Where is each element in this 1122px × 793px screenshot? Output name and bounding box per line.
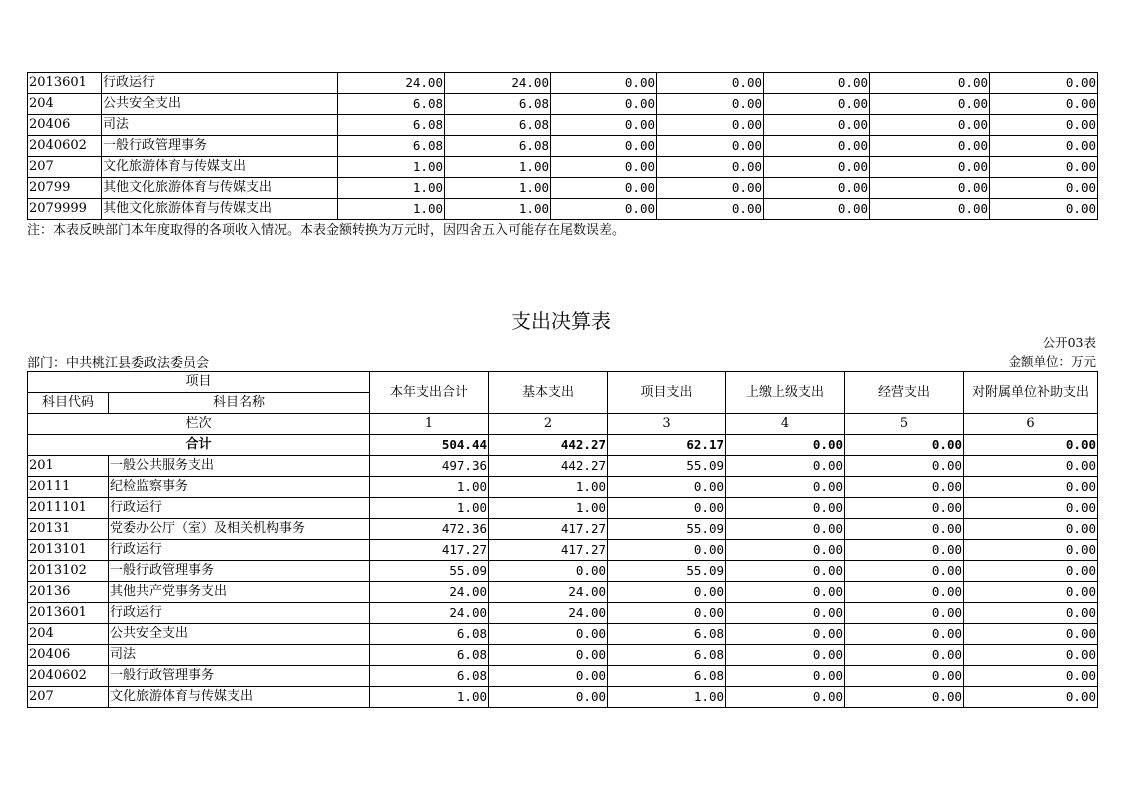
subject-code: 20111 <box>28 477 109 498</box>
amount-cell: 0.00 <box>764 94 870 115</box>
total-value: 504.44 <box>370 435 489 456</box>
amount-cell: 0.00 <box>726 603 845 624</box>
amount-cell: 0.00 <box>990 73 1098 94</box>
amount-cell: 24.00 <box>370 582 489 603</box>
amount-cell: 0.00 <box>657 178 764 199</box>
amount-cell: 6.08 <box>338 136 445 157</box>
subject-name: 行政运行 <box>109 540 370 561</box>
col-num-6: 6 <box>964 414 1098 435</box>
subject-name: 一般行政管理事务 <box>109 666 370 687</box>
amount-cell: 0.00 <box>870 178 990 199</box>
total-label: 合计 <box>28 435 370 456</box>
table-row <box>28 477 1098 498</box>
table-row <box>28 582 1098 603</box>
table-row <box>28 666 1098 687</box>
amount-cell: 55.09 <box>608 456 726 477</box>
col-num-3: 3 <box>608 414 726 435</box>
subject-code: 204 <box>28 94 102 115</box>
amount-cell: 0.00 <box>764 157 870 178</box>
subject-name: 其他文化旅游体育与传媒支出 <box>102 199 338 220</box>
table-row <box>28 456 1098 477</box>
amount-cell: 0.00 <box>608 498 726 519</box>
subject-code: 204 <box>28 624 109 645</box>
amount-cell: 6.08 <box>338 115 445 136</box>
amount-cell: 0.00 <box>964 666 1098 687</box>
amount-cell: 442.27 <box>489 456 608 477</box>
amount-cell: 0.00 <box>870 94 990 115</box>
table-row <box>28 561 1098 582</box>
amount-cell: 0.00 <box>726 687 845 708</box>
total-value: 0.00 <box>845 435 964 456</box>
amount-cell: 0.00 <box>608 477 726 498</box>
table-row <box>28 94 1098 115</box>
amount-cell: 0.00 <box>657 94 764 115</box>
amount-cell: 6.08 <box>608 624 726 645</box>
amount-cell: 0.00 <box>964 645 1098 666</box>
amount-cell: 0.00 <box>657 157 764 178</box>
amount-cell: 0.00 <box>764 73 870 94</box>
amount-cell: 0.00 <box>726 645 845 666</box>
amount-cell: 0.00 <box>657 115 764 136</box>
amount-cell: 0.00 <box>764 136 870 157</box>
amount-cell: 0.00 <box>845 687 964 708</box>
amount-cell: 0.00 <box>726 456 845 477</box>
amount-cell: 6.08 <box>370 666 489 687</box>
amount-cell: 0.00 <box>726 477 845 498</box>
amount-cell: 0.00 <box>845 561 964 582</box>
amount-cell: 0.00 <box>726 666 845 687</box>
table-row <box>28 157 1098 178</box>
amount-cell: 472.36 <box>370 519 489 540</box>
amount-cell: 0.00 <box>764 199 870 220</box>
amount-cell: 0.00 <box>657 136 764 157</box>
amount-cell: 0.00 <box>964 561 1098 582</box>
amount-cell: 6.08 <box>370 624 489 645</box>
amount-cell: 0.00 <box>551 115 657 136</box>
amount-cell: 0.00 <box>608 603 726 624</box>
income-table-continued <box>27 72 1098 220</box>
subject-code: 207 <box>28 687 109 708</box>
amount-cell: 0.00 <box>608 540 726 561</box>
subject-name: 一般公共服务支出 <box>109 456 370 477</box>
subject-code: 20136 <box>28 582 109 603</box>
table-row <box>28 199 1098 220</box>
amount-cell: 0.00 <box>870 199 990 220</box>
subject-name: 行政运行 <box>109 498 370 519</box>
subject-name: 行政运行 <box>102 73 338 94</box>
subject-code: 2013102 <box>28 561 109 582</box>
header-col-3: 项目支出 <box>608 372 726 414</box>
amount-cell: 24.00 <box>338 73 445 94</box>
table-row <box>28 498 1098 519</box>
subject-name: 文化旅游体育与传媒支出 <box>102 157 338 178</box>
table-row <box>28 136 1098 157</box>
amount-cell: 24.00 <box>445 73 551 94</box>
amount-cell: 1.00 <box>445 199 551 220</box>
amount-cell: 0.00 <box>489 666 608 687</box>
table-row <box>28 540 1098 561</box>
subject-code: 207 <box>28 157 102 178</box>
amount-cell: 1.00 <box>489 498 608 519</box>
amount-cell: 1.00 <box>338 199 445 220</box>
subject-name: 一般行政管理事务 <box>109 561 370 582</box>
total-value: 62.17 <box>608 435 726 456</box>
header-col-5: 经营支出 <box>845 372 964 414</box>
form-number: 公开03表 <box>1042 335 1096 350</box>
amount-cell: 0.00 <box>845 582 964 603</box>
amount-cell: 6.08 <box>338 94 445 115</box>
amount-cell: 0.00 <box>726 498 845 519</box>
amount-cell: 0.00 <box>964 456 1098 477</box>
amount-cell: 0.00 <box>870 73 990 94</box>
amount-cell: 0.00 <box>726 582 845 603</box>
amount-cell: 0.00 <box>657 73 764 94</box>
amount-cell: 24.00 <box>489 582 608 603</box>
subject-name: 其他共产党事务支出 <box>109 582 370 603</box>
col-num-2: 2 <box>489 414 608 435</box>
table-note: 注：本表反映部门本年度取得的各项收入情况。本表金额转换为万元时，因四舍五入可能存在尾数误差。 <box>27 223 626 238</box>
subject-code: 2040602 <box>28 666 109 687</box>
amount-cell: 0.00 <box>845 456 964 477</box>
amount-cell: 0.00 <box>845 477 964 498</box>
table-row <box>28 115 1098 136</box>
amount-cell: 0.00 <box>990 136 1098 157</box>
amount-cell: 0.00 <box>964 498 1098 519</box>
header-col-1: 本年支出合计 <box>370 372 489 414</box>
amount-cell: 55.09 <box>608 561 726 582</box>
amount-cell: 0.00 <box>990 157 1098 178</box>
amount-cell: 0.00 <box>657 199 764 220</box>
subject-code: 2079999 <box>28 199 102 220</box>
amount-cell: 1.00 <box>370 477 489 498</box>
amount-cell: 0.00 <box>845 540 964 561</box>
amount-cell: 1.00 <box>608 687 726 708</box>
amount-cell: 0.00 <box>845 645 964 666</box>
subject-code: 20406 <box>28 645 109 666</box>
amount-cell: 0.00 <box>551 136 657 157</box>
amount-cell: 6.08 <box>445 136 551 157</box>
table-row <box>28 73 1098 94</box>
amount-cell: 0.00 <box>870 136 990 157</box>
header-name: 科目名称 <box>109 393 370 414</box>
table-row <box>28 624 1098 645</box>
amount-cell: 6.08 <box>608 666 726 687</box>
amount-cell: 0.00 <box>489 687 608 708</box>
amount-cell: 1.00 <box>338 157 445 178</box>
amount-cell: 0.00 <box>870 157 990 178</box>
subject-name: 党委办公厅（室）及相关机构事务 <box>109 519 370 540</box>
amount-cell: 55.09 <box>608 519 726 540</box>
amount-cell: 0.00 <box>726 561 845 582</box>
col-num-4: 4 <box>726 414 845 435</box>
amount-cell: 0.00 <box>964 624 1098 645</box>
header-col-label: 栏次 <box>28 414 370 435</box>
subject-name: 司法 <box>109 645 370 666</box>
amount-cell: 1.00 <box>445 178 551 199</box>
amount-cell: 0.00 <box>551 157 657 178</box>
amount-cell: 0.00 <box>551 94 657 115</box>
amount-cell: 0.00 <box>764 115 870 136</box>
table-row <box>28 645 1098 666</box>
department-label: 部门：中共桃江县委政法委员会 <box>27 356 210 371</box>
amount-cell: 0.00 <box>870 115 990 136</box>
amount-cell: 0.00 <box>990 199 1098 220</box>
amount-cell: 0.00 <box>551 199 657 220</box>
amount-cell: 0.00 <box>964 603 1098 624</box>
amount-cell: 417.27 <box>370 540 489 561</box>
table-row <box>28 603 1098 624</box>
header-col-4: 上缴上级支出 <box>726 372 845 414</box>
amount-cell: 0.00 <box>551 178 657 199</box>
page-title: 支出决算表 <box>511 309 611 333</box>
subject-code: 20799 <box>28 178 102 199</box>
amount-cell: 1.00 <box>370 687 489 708</box>
amount-cell: 417.27 <box>489 519 608 540</box>
subject-name: 公共安全支出 <box>109 624 370 645</box>
unit-label: 金额单位：万元 <box>1008 354 1096 369</box>
subject-name: 行政运行 <box>109 603 370 624</box>
amount-cell: 1.00 <box>370 498 489 519</box>
subject-code: 2013601 <box>28 603 109 624</box>
amount-cell: 497.36 <box>370 456 489 477</box>
amount-cell: 0.00 <box>489 645 608 666</box>
col-num-1: 1 <box>370 414 489 435</box>
amount-cell: 0.00 <box>990 115 1098 136</box>
table-row <box>28 687 1098 708</box>
amount-cell: 1.00 <box>489 477 608 498</box>
amount-cell: 6.08 <box>445 115 551 136</box>
header-col-6: 对附属单位补助支出 <box>964 372 1098 414</box>
amount-cell: 1.00 <box>445 157 551 178</box>
amount-cell: 0.00 <box>964 540 1098 561</box>
table-row <box>28 178 1098 199</box>
subject-code: 201 <box>28 456 109 477</box>
amount-cell: 6.08 <box>370 645 489 666</box>
amount-cell: 0.00 <box>845 666 964 687</box>
amount-cell: 0.00 <box>990 178 1098 199</box>
header-item: 项目 <box>28 372 370 393</box>
amount-cell: 0.00 <box>489 561 608 582</box>
subject-name: 纪检监察事务 <box>109 477 370 498</box>
amount-cell: 0.00 <box>964 687 1098 708</box>
amount-cell: 1.00 <box>338 178 445 199</box>
amount-cell: 0.00 <box>845 498 964 519</box>
total-value: 0.00 <box>726 435 845 456</box>
subject-name: 公共安全支出 <box>102 94 338 115</box>
amount-cell: 0.00 <box>964 582 1098 603</box>
amount-cell: 417.27 <box>489 540 608 561</box>
amount-cell: 0.00 <box>845 603 964 624</box>
amount-cell: 6.08 <box>445 94 551 115</box>
subject-name: 其他文化旅游体育与传媒支出 <box>102 178 338 199</box>
expenditure-table <box>27 371 1098 708</box>
income-table-body <box>28 73 1098 220</box>
amount-cell: 0.00 <box>489 624 608 645</box>
subject-code: 20406 <box>28 115 102 136</box>
amount-cell: 0.00 <box>764 178 870 199</box>
amount-cell: 6.08 <box>608 645 726 666</box>
amount-cell: 24.00 <box>370 603 489 624</box>
amount-cell: 0.00 <box>608 582 726 603</box>
expenditure-table-body <box>28 456 1098 708</box>
amount-cell: 24.00 <box>489 603 608 624</box>
subject-code: 2013601 <box>28 73 102 94</box>
col-num-5: 5 <box>845 414 964 435</box>
subject-name: 一般行政管理事务 <box>102 136 338 157</box>
subject-name: 司法 <box>102 115 338 136</box>
amount-cell: 0.00 <box>964 477 1098 498</box>
amount-cell: 0.00 <box>551 73 657 94</box>
amount-cell: 0.00 <box>964 519 1098 540</box>
total-value: 0.00 <box>964 435 1098 456</box>
subject-code: 2011101 <box>28 498 109 519</box>
amount-cell: 0.00 <box>845 519 964 540</box>
amount-cell: 0.00 <box>845 624 964 645</box>
table-row <box>28 519 1098 540</box>
subject-code: 2040602 <box>28 136 102 157</box>
header-col-2: 基本支出 <box>489 372 608 414</box>
amount-cell: 0.00 <box>726 519 845 540</box>
total-value: 442.27 <box>489 435 608 456</box>
subject-code: 20131 <box>28 519 109 540</box>
header-code: 科目代码 <box>28 393 109 414</box>
amount-cell: 0.00 <box>990 94 1098 115</box>
amount-cell: 55.09 <box>370 561 489 582</box>
subject-name: 文化旅游体育与传媒支出 <box>109 687 370 708</box>
subject-code: 2013101 <box>28 540 109 561</box>
amount-cell: 0.00 <box>726 540 845 561</box>
amount-cell: 0.00 <box>726 624 845 645</box>
